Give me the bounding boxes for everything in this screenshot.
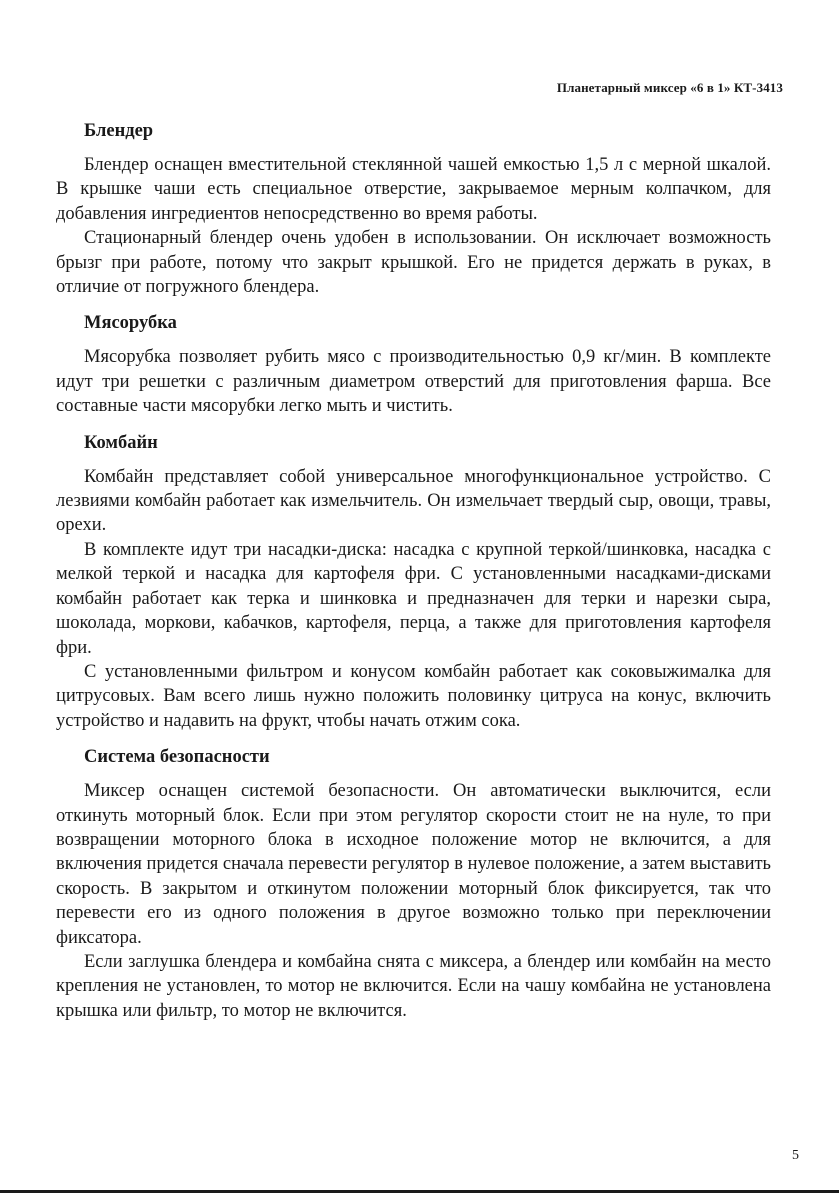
section-title: Система безопасности bbox=[84, 747, 270, 768]
paragraph: Блендер оснащен вместительной стеклянной чашей емкостью 1,5 л с мерной шкалой. В крышке чаши есть специальное отверстие, закрываемое мерным колпачком, для добавления ингредиентов непосредственно во время работы. bbox=[56, 155, 771, 224]
paragraph: С установленными фильтром и конусом комбайн работает как соковыжималка для цитрусовых. Вам всего лишь нужно положить половинку цитруса на конус, включить устройство и надавить на фрукт, чтобы начать отжим сока. bbox=[56, 661, 771, 731]
paragraph: Комбайн представляет собой универсальное многофункциональное устройство. С лезвиями комбайн работает как измельчитель. Он измельчает твердый сыр, овощи, травы, орехи. bbox=[56, 466, 771, 536]
paragraph: Если заглушка блендера и комбайна снята с миксера, а блендер или комбайн на место крепления не установлен, то мотор не включится. Если на чашу комбайна не установлена крышка или фильтр, то мотор не включится. bbox=[56, 951, 771, 1021]
paragraph: В комплекте идут три насадки-диска: насадка с крупной теркой/шинковка, насадка с мелкой теркой и насадка для картофеля фри. С установленными насадками-дисками комбайн работает как терка и шинковка и предназначен для терки и нарезки сыра, шоколада, моркови, кабачков, картофеля, перца, а также для приготовления картофеля фри. bbox=[56, 539, 771, 658]
running-header: Планетарный миксер «6 в 1» КТ-3413 bbox=[556, 80, 783, 95]
section-blender bbox=[56, 117, 771, 299]
document-body bbox=[56, 117, 771, 1033]
section-title: Блендер bbox=[84, 121, 154, 141]
section-title: Комбайн bbox=[84, 432, 158, 453]
section-title: Мясорубка bbox=[84, 313, 177, 334]
section-meat-grinder bbox=[56, 309, 771, 418]
section-food-processor bbox=[56, 429, 771, 733]
page-number: 5 bbox=[792, 1148, 799, 1163]
section-safety-system bbox=[56, 743, 771, 1023]
paragraph: Миксер оснащен системой безопасности. Он автоматически выключится, если откинуть моторный блок. Если при этом регулятор скорости стоит не на нуле, то при возвращении моторного блока в исходное положение мотор не включится, а для включения придется сначала перевести регулятор в нулевое положение, а затем выставить скорость. В закрытом и откинутом положении моторный блок фиксируется, так что перевести его из одного положения в другое возможно только при переключении фиксатора. bbox=[56, 781, 771, 948]
paragraph: Мясорубка позволяет рубить мясо с производительностью 0,9 кг/мин. В комплекте идут три решетки с различным диаметром отверстий для приготовления фарша. Все составные части мясорубки легко мыть и чистить. bbox=[56, 347, 771, 417]
paragraph: Стационарный блендер очень удобен в использовании. Он исключает возможность брызг при работе, потому что закрыт крышкой. Его не придется держать в руках, в отличие от погружного блендера. bbox=[56, 228, 771, 298]
